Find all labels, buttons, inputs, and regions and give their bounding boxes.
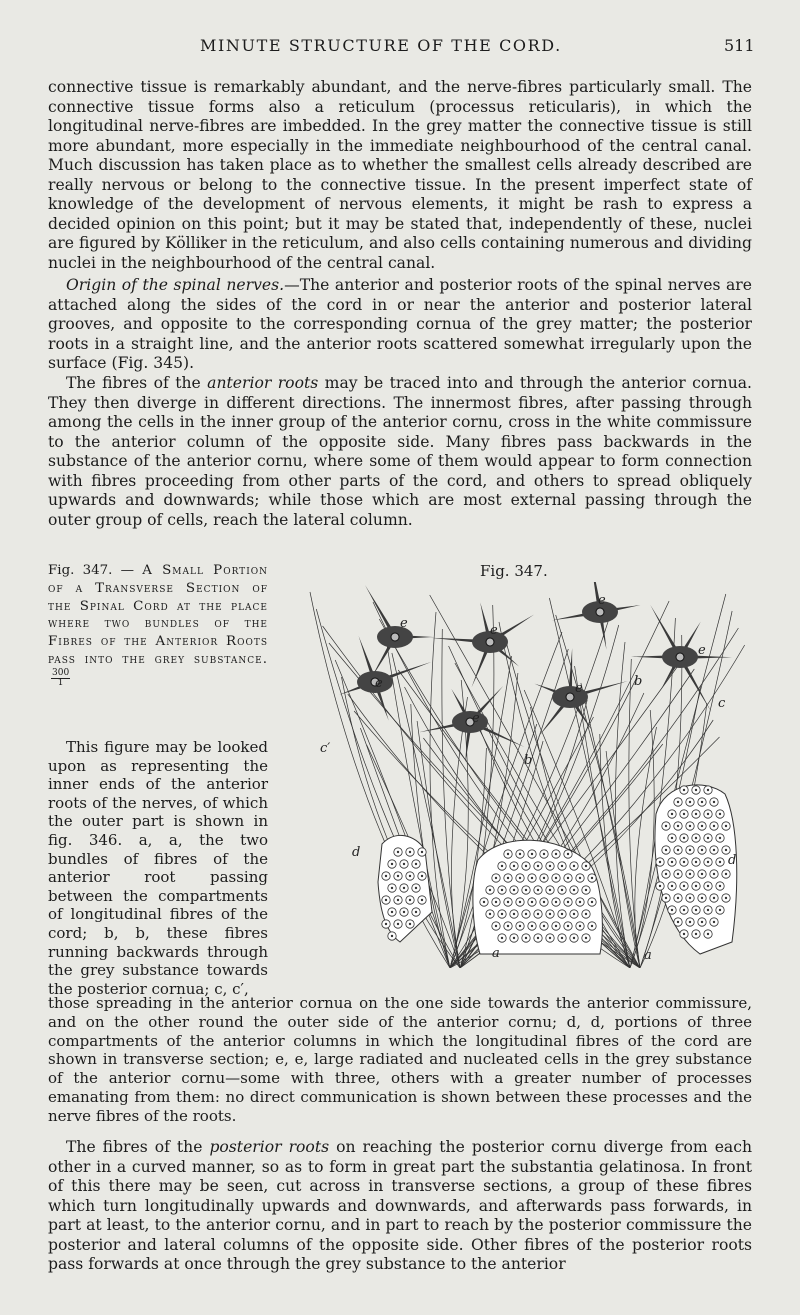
axon-dot [543, 853, 545, 855]
cell-process [365, 585, 393, 632]
axon-dot [409, 923, 411, 925]
axon-dot [397, 923, 399, 925]
figure-caption [48, 562, 268, 688]
label-e: e [490, 623, 498, 638]
emphasis-posterior-roots: posterior roots [209, 1138, 330, 1156]
axon-dot [573, 889, 575, 891]
cell-nucleus [486, 638, 494, 646]
axon-dot [513, 937, 515, 939]
axon-dot [585, 937, 587, 939]
axon-dot [579, 925, 581, 927]
axon-dot [543, 925, 545, 927]
axon-dot [585, 889, 587, 891]
axon-dot [713, 849, 715, 851]
axon-dot [683, 837, 685, 839]
axon-dot [591, 877, 593, 879]
axon-dot [707, 861, 709, 863]
running-head: MINUTE STRUCTURE OF THE CORD. [200, 36, 562, 55]
axon-dot [567, 853, 569, 855]
axon-dot [573, 937, 575, 939]
axon-dot [707, 789, 709, 791]
axon-dot [519, 877, 521, 879]
nerve-fibre [442, 629, 460, 968]
axon-dot [677, 801, 679, 803]
axon-dot [555, 853, 557, 855]
axon-dot [707, 885, 709, 887]
axon-dot [391, 887, 393, 889]
axon-dot [573, 865, 575, 867]
axon-dot [519, 925, 521, 927]
axon-dot [713, 873, 715, 875]
page-number: 511 [724, 36, 755, 55]
axon-dot [525, 913, 527, 915]
axon-dot [701, 873, 703, 875]
axon-dot [677, 849, 679, 851]
radiated-cell [430, 602, 534, 687]
axon-dot [501, 865, 503, 867]
paragraph-text: The fibres of the [66, 374, 208, 392]
axon-dot [695, 933, 697, 935]
cell-nucleus [676, 653, 684, 661]
axon-dot [677, 921, 679, 923]
label-e: e [400, 616, 408, 631]
label-e: e [598, 593, 606, 608]
run-in-heading: Origin of the spinal nerves. [66, 276, 285, 294]
axon-dot [397, 875, 399, 877]
axon-dot [555, 877, 557, 879]
axon-dot [689, 801, 691, 803]
axon-dot [585, 865, 587, 867]
axon-dot [415, 863, 417, 865]
axon-dot [549, 937, 551, 939]
axon-dot [501, 937, 503, 939]
axon-dot [391, 911, 393, 913]
axon-dot [719, 861, 721, 863]
axon-dot [507, 853, 509, 855]
compartment-right [655, 785, 737, 954]
axon-dot [579, 901, 581, 903]
axon-dot [707, 837, 709, 839]
axon-dot [549, 865, 551, 867]
axon-dot [701, 849, 703, 851]
axon-dot [677, 873, 679, 875]
axon-dot [531, 901, 533, 903]
radiated-cell [552, 582, 641, 649]
page-header [0, 36, 800, 58]
compartment-middle [473, 840, 602, 954]
label-e: e [575, 681, 583, 696]
axon-dot [513, 865, 515, 867]
axon-dot [695, 837, 697, 839]
magnification [51, 669, 70, 688]
axon-dot [689, 897, 691, 899]
axon-dot [537, 937, 539, 939]
axon-dot [707, 933, 709, 935]
axon-dot [403, 863, 405, 865]
axon-dot [707, 813, 709, 815]
axon-dot [519, 853, 521, 855]
axon-dot [397, 899, 399, 901]
axon-dot [713, 801, 715, 803]
caption-number: Fig. 347. — [48, 563, 143, 578]
axon-dot [725, 849, 727, 851]
axon-dot [385, 923, 387, 925]
axon-dot [701, 921, 703, 923]
axon-dot [725, 897, 727, 899]
compartment-left [378, 835, 432, 942]
axon-dot [561, 889, 563, 891]
axon-dot [719, 909, 721, 911]
label-e: e [698, 643, 706, 658]
axon-dot [391, 863, 393, 865]
axon-dot [409, 899, 411, 901]
label-d: d [352, 845, 361, 860]
body-paragraph-1: connective tissue is remarkably abundant, and the nerve-fibres particularly small. The connective tissue forms also a reticulum (processus reticularis), in which the longitudinal nerve-fibres are imbedded. In the grey matter the connective tissue is still more abundant, more especially in the immediate neighbourhood of the central canal. Much discussion has taken place as to whether the smallest cells already described are really nervous or belong to the connective tissue. In the present imperfect state of knowledge of the development of nervous elements, it might be rash to express a decided opinion on this point; but it may be stated that, independently of these, nuclei are figured by Kölliker in the reticulum, and also cells containing numerous and dividing nuclei in the neighbourhood of the central canal. [48, 78, 752, 272]
axon-dot [561, 913, 563, 915]
axon-dot [695, 789, 697, 791]
axon-dot [415, 887, 417, 889]
axon-dot [513, 913, 515, 915]
axon-dot [561, 937, 563, 939]
axon-dot [689, 873, 691, 875]
cell-nucleus [566, 693, 574, 701]
axon-dot [677, 825, 679, 827]
axon-dot [671, 813, 673, 815]
axon-dot [525, 937, 527, 939]
paragraph-text: The fibres of the [66, 1138, 210, 1156]
axon-dot [665, 873, 667, 875]
axon-dot [689, 849, 691, 851]
magnification-numerator: 300 [52, 667, 70, 678]
axon-dot [683, 813, 685, 815]
axon-dot [495, 925, 497, 927]
paragraph-text: may be traced into and through the anterior cornua. They then diverge in different directions. The innermost fibres, after passing through among the cells in the inner group of the anterior cornu, cross in the white commissure to the anterior column of the opposite side. Many fibres pass backwards in the substance of the anterior cornu, where some of them would appear to form connection with fibres proceeding from other parts of the cord, and others to spread obliquely upwards and downwards; while those which are most external passing through the outer group of cells, reach the lateral column. [48, 374, 752, 529]
axon-dot [421, 899, 423, 901]
axon-dot [573, 913, 575, 915]
axon-dot [391, 935, 393, 937]
label-a: a [492, 946, 500, 961]
axon-dot [421, 875, 423, 877]
axon-dot [665, 825, 667, 827]
axon-dot [695, 909, 697, 911]
axon-dot [415, 911, 417, 913]
axon-dot [701, 801, 703, 803]
axon-dot [683, 789, 685, 791]
label-d: d [728, 853, 737, 868]
radiated-cell [339, 636, 431, 721]
cell-process [682, 662, 711, 712]
axon-dot [671, 909, 673, 911]
axon-dot [695, 885, 697, 887]
axon-dot [403, 911, 405, 913]
label-c: c [718, 696, 726, 711]
axon-dot [567, 901, 569, 903]
axon-dot [483, 901, 485, 903]
label-c-prime: c′ [320, 741, 331, 756]
axon-dot [531, 853, 533, 855]
axon-dot [531, 925, 533, 927]
axon-dot [501, 889, 503, 891]
cell-nucleus [391, 633, 399, 641]
axon-dot [713, 897, 715, 899]
axon-dot [677, 897, 679, 899]
axon-dot [555, 901, 557, 903]
axon-dot [397, 851, 399, 853]
axon-dot [725, 873, 727, 875]
axon-dot [495, 901, 497, 903]
label-b: b [524, 753, 533, 768]
cell-process [480, 602, 490, 636]
nerve-fibre [630, 710, 654, 968]
axon-dot [421, 851, 423, 853]
axon-dot [659, 861, 661, 863]
axon-dot [525, 889, 527, 891]
axon-dot [665, 849, 667, 851]
axon-dot [713, 921, 715, 923]
axon-dot [537, 889, 539, 891]
axon-dot [537, 913, 539, 915]
paragraph-text: on reaching the posterior cornu diverge from each other in a curved manner, so as to form in great part the substantia gelatinosa. In front of this there may be seen, cut across in transverse sections, a group of these fibres which turn longitudinally upwards and downwards, and afterwards pass forwards, in part at least, to the anterior cornu, and in part to reach by the posterior commissure the posterior and lateral columns of the opposite side. Other fibres of the posterior roots pass forwards at once through the grey substance to the anterior [48, 1138, 753, 1273]
cell-process [359, 636, 375, 676]
paragraph-text: —The anterior and posterior roots of the spinal nerves are attached along the sides of the cord in or near the anterior and posterior lateral grooves, and opposite to the corresponding cornua of the grey matter; the posterior roots in a straight line, and the anterior roots scattered somewhat irregularly upon the surface (Fig. 345). [48, 276, 752, 372]
axon-dot [409, 875, 411, 877]
nerve-fibre [630, 618, 675, 968]
axon-dot [385, 899, 387, 901]
axon-dot [695, 861, 697, 863]
axon-dot [665, 897, 667, 899]
axon-dot [725, 825, 727, 827]
axon-dot [507, 925, 509, 927]
axon-dot [683, 909, 685, 911]
axon-dot [549, 913, 551, 915]
axon-dot [689, 921, 691, 923]
cell-process [569, 648, 573, 690]
axon-dot [403, 887, 405, 889]
axon-dot [567, 877, 569, 879]
axon-dot [579, 877, 581, 879]
axon-dot [543, 901, 545, 903]
axon-dot [537, 865, 539, 867]
axon-dot [695, 813, 697, 815]
body-paragraph-origin [48, 276, 752, 374]
axon-dot [549, 889, 551, 891]
axon-dot [683, 885, 685, 887]
figure-description-continued: those spreading in the anterior cornua on the one side towards the anterior commissure, and on the other round the outer side of the anterior cornu; d, d, portions of three compartments of the anterior columns in which the longitudinal fibres of the cord are shown in transverse section; e, e, large radiated and nucleated cells in the grey substance of the anterior cornu—some with three, others with a greater number of processes emanating from them: no direct communication is shown between these processes and the nerve fibres of the roots. [48, 994, 752, 1125]
axon-dot [719, 813, 721, 815]
cell-process [472, 648, 489, 688]
axon-dot [489, 913, 491, 915]
axon-dot [659, 885, 661, 887]
body-paragraph-anterior-roots [48, 374, 752, 530]
label-a: a [644, 948, 652, 963]
axon-dot [683, 861, 685, 863]
axon-dot [519, 901, 521, 903]
axon-dot [701, 825, 703, 827]
axon-dot [567, 925, 569, 927]
axon-dot [683, 933, 685, 935]
axon-dot [489, 889, 491, 891]
emphasis-anterior-roots: anterior roots [207, 374, 319, 392]
nerve-fibre [615, 642, 630, 968]
axon-dot [671, 861, 673, 863]
axon-dot [525, 865, 527, 867]
axon-dot [585, 913, 587, 915]
axon-dot [671, 885, 673, 887]
axon-dot [501, 913, 503, 915]
figure-label: Fig. 347. [480, 562, 548, 580]
axon-dot [591, 925, 593, 927]
axon-dot [385, 875, 387, 877]
nerve-fibre [411, 704, 450, 968]
magnification-denominator: 1 [57, 677, 64, 688]
axon-dot [701, 897, 703, 899]
axon-dot [507, 901, 509, 903]
figure-illustration [300, 582, 752, 968]
axon-dot [507, 877, 509, 879]
axon-dot [495, 877, 497, 879]
figure-description: This figure may be looked upon as representing the inner ends of the anterior roots of the nerves, of which the outer part is shown in fig. 346. a, a, the two bundles of fibres of the anterior root passing between the compartments of longitudinal fibres of the cord; b, b, these fibres running backwards through the grey substance towards the posterior cornua; c, c′, [48, 738, 268, 998]
axon-dot [555, 925, 557, 927]
label-b: b [634, 674, 643, 689]
axon-dot [409, 851, 411, 853]
label-e: e [375, 676, 383, 691]
axon-dot [543, 877, 545, 879]
axon-dot [513, 889, 515, 891]
axon-dot [591, 901, 593, 903]
caption-title: A Small Portion of a Transverse Section of the Spinal Cord at the place where two bundles of the Fibres of the Anterior Roots pass into the grey substance. [48, 563, 268, 667]
label-e: e [472, 711, 480, 726]
axon-dot [713, 825, 715, 827]
axon-dot [689, 825, 691, 827]
cell-nucleus [596, 608, 604, 616]
axon-dot [671, 837, 673, 839]
axon-dot [719, 885, 721, 887]
axon-dot [561, 865, 563, 867]
axon-dot [531, 877, 533, 879]
body-paragraph-posterior-roots [48, 1138, 752, 1275]
axon-dot [707, 909, 709, 911]
axon-dot [719, 837, 721, 839]
